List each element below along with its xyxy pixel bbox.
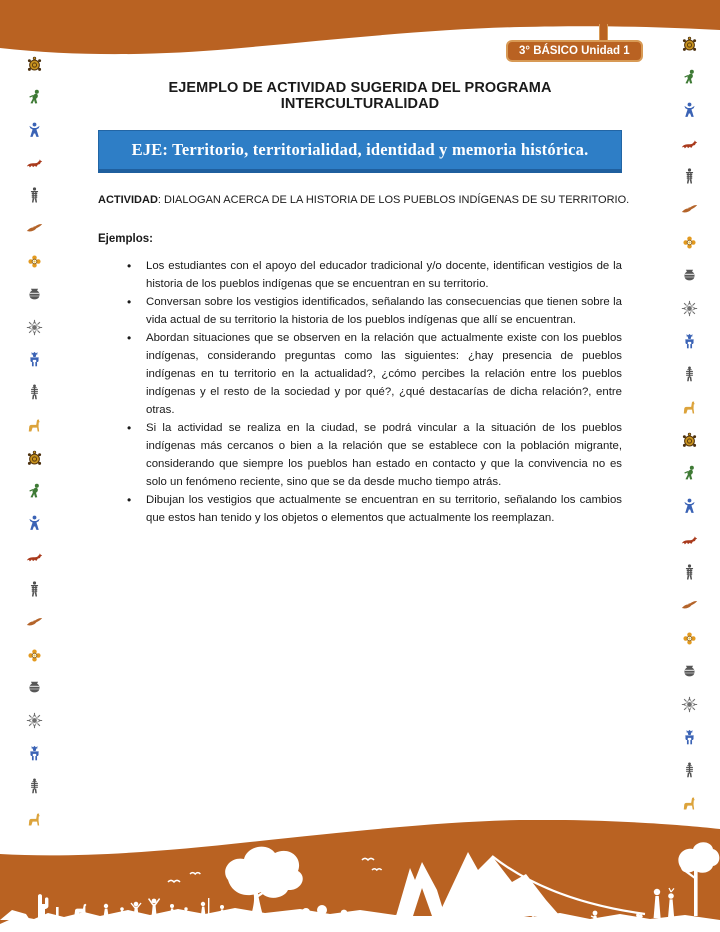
- llama-icon: [26, 417, 43, 434]
- llama-icon: [681, 795, 698, 812]
- clay-pot-icon: [26, 679, 43, 696]
- condor-icon: [681, 201, 698, 218]
- sun-turtle-icon: [26, 450, 43, 467]
- flower-icon: [681, 234, 698, 251]
- sun-turtle-icon: [681, 36, 698, 53]
- frog-figure-icon: [681, 69, 698, 86]
- condor-icon: [26, 220, 43, 237]
- small-cactus-silhouette: [56, 907, 59, 918]
- activity-description: : DIALOGAN ACERCA DE LA HISTORIA DE LOS PUEBLOS INDÍGENAS DE SU TERRITORIO.: [157, 194, 630, 206]
- condor-icon: [26, 614, 43, 631]
- examples-list: [98, 257, 622, 527]
- frog-figure-icon: [26, 89, 43, 106]
- fox-icon: [681, 531, 698, 548]
- ladder-figure-icon: [681, 762, 698, 779]
- flower-icon: [26, 253, 43, 270]
- sun-star-icon: [681, 300, 698, 317]
- sun-turtle-icon: [681, 432, 698, 449]
- clay-pot-icon: [681, 267, 698, 284]
- example-bullet-item: • Abordan situaciones que se observen en la relación que actualmente existe con los pueblos indígenas, considerando preguntas como las siguientes: ¿hay presencia de pueblos indígenas en tu territorio en la actualidad?, ¿cómo percibes la relación entre los pueblos indígenas y el resto de la sociedad y por qué?, ¿qué destacarías de dicha relación?, entre otras.: [125, 329, 622, 419]
- document-content: [98, 80, 630, 527]
- ladder-figure-icon: [26, 384, 43, 401]
- ladder-figure-icon: [681, 366, 698, 383]
- llama-icon: [681, 399, 698, 416]
- flower-icon: [26, 647, 43, 664]
- dancer-figure-icon: [681, 102, 698, 119]
- sun-star-icon: [681, 696, 698, 713]
- example-bullet-item: • Si la actividad se realiza en la ciudad, se podrá vincular a la situación de los pueblos indígenas más cercanos o bien a la relación que se establece con la población migrante, considerando que siempre los pueblos han estado en contacto y que la convivencia no es solo un fenómeno reciente, sino que se da desde mucho tiempo atrás.: [125, 419, 622, 491]
- frog-figure-icon: [681, 465, 698, 482]
- chief-figure-icon: [26, 351, 43, 368]
- activity-line: [98, 194, 630, 206]
- dancer-figure-icon: [26, 515, 43, 532]
- activity-label: ACTIVIDAD: [98, 194, 158, 206]
- standing-figure-icon: [26, 581, 43, 598]
- ladder-figure-icon: [26, 778, 43, 795]
- left-icon-column: [23, 56, 45, 828]
- example-bullet-item: • Los estudiantes con el apoyo del educador tradicional y/o docente, identifican vestigios de la historia de los pueblos indígenas que se encuentran en su territorio.: [125, 257, 622, 293]
- standing-figure-icon: [681, 564, 698, 581]
- sun-star-icon: [26, 319, 43, 336]
- sun-turtle-icon: [26, 56, 43, 73]
- unit-tag-badge: 3° BÁSICO Unidad 1: [506, 40, 643, 62]
- clay-pot-icon: [26, 286, 43, 303]
- chief-figure-icon: [26, 745, 43, 762]
- eje-banner-text: EJE: Territorio, territorialidad, identidad y memoria histórica.: [131, 140, 589, 159]
- chief-figure-icon: [681, 333, 698, 350]
- fox-icon: [681, 135, 698, 152]
- clay-pot-icon: [681, 663, 698, 680]
- eje-banner: [98, 130, 622, 173]
- examples-heading: Ejemplos:: [98, 233, 153, 245]
- fox-icon: [26, 548, 43, 565]
- sun-star-icon: [26, 712, 43, 729]
- condor-icon: [681, 597, 698, 614]
- right-icon-column: [678, 36, 700, 812]
- standing-figure-icon: [26, 187, 43, 204]
- flower-icon: [681, 630, 698, 647]
- fox-icon: [26, 154, 43, 171]
- chief-figure-icon: [681, 729, 698, 746]
- bottom-landscape-band: [0, 820, 720, 932]
- document-title: EJEMPLO DE ACTIVIDAD SUGERIDA DEL PROGRAMA INTERCULTURALIDAD: [168, 80, 552, 112]
- standing-figure-icon: [681, 168, 698, 185]
- example-bullet-item: • Conversan sobre los vestigios identificados, señalando las consecuencias que tienen sobre la vida actual de su territorio la historia de los pueblos indígenas que allí se encuentran.: [125, 293, 622, 329]
- example-bullet-item: • Dibujan los vestigios que actualmente se encuentran en su territorio, señalando los cambios que estos han tenido y los objetos o elementos que actualmente los reemplazan.: [125, 491, 622, 527]
- dancer-figure-icon: [26, 122, 43, 139]
- frog-figure-icon: [26, 483, 43, 500]
- dancer-figure-icon: [681, 498, 698, 515]
